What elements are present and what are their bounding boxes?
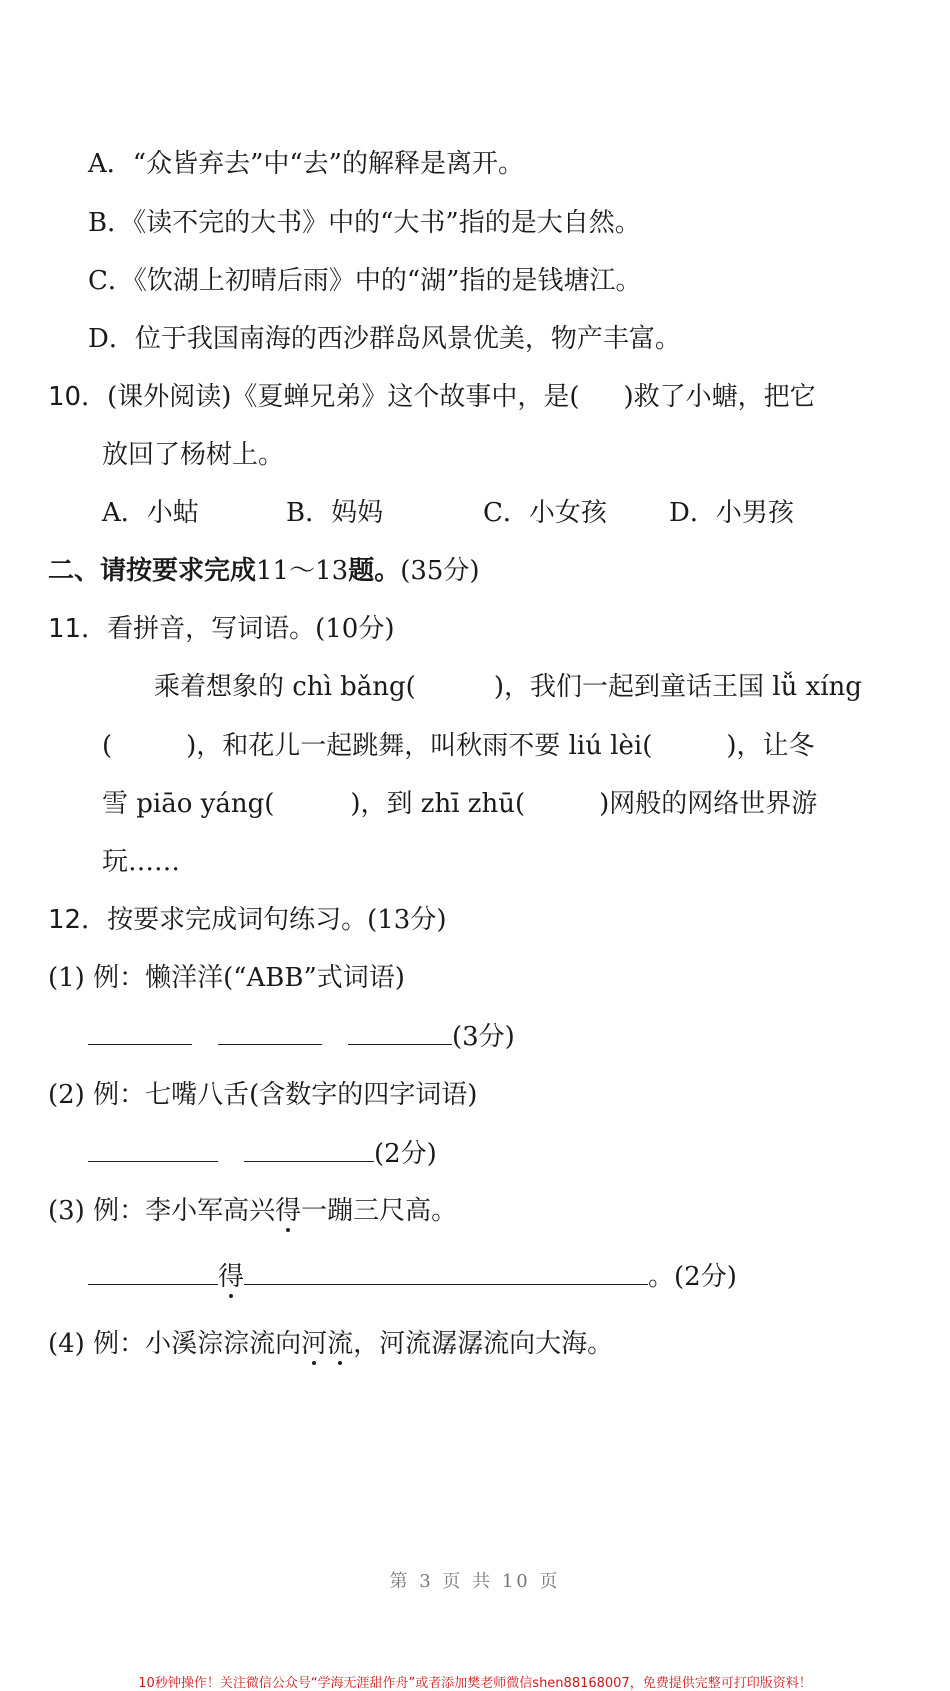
section-2-title: 二、请按要求完成 xyxy=(48,556,257,586)
q11-stem: 看拼音，写词语。(10分) xyxy=(107,614,395,644)
q10-stem-part1: (课外阅读)《夏蝉兄弟》这个故事中，是( xyxy=(107,382,580,412)
q12-p4-text-pre: (4) 例：小溪淙淙流向 xyxy=(48,1329,302,1359)
q10-line-1 xyxy=(48,379,816,415)
q9-option-d: D．位于我国南海的西沙群岛风景优美，物产丰富。 xyxy=(88,324,681,354)
page-footer: 第 3 页 共 10 页 xyxy=(389,1571,561,1592)
q12-p2-blank-2[interactable] xyxy=(244,1135,374,1162)
section-2-title-end: 题。 xyxy=(348,556,401,586)
q12-heading xyxy=(48,902,446,938)
q12-part-3-answer-row xyxy=(88,1258,737,1295)
q12-p2-blank-1[interactable] xyxy=(88,1135,218,1162)
q10-line-2: 放回了杨树上。 xyxy=(102,440,285,470)
q11-l1-text-b: )，我们一起到童话王国 lǚ xíng xyxy=(493,672,862,702)
q11-l2-text-a: ( xyxy=(102,731,113,761)
promo-banner: 10秒钟操作！关注微信公众号“学海无涯甜作舟”或者添加樊老师微信shen88168007，免费提供完整可打印版资料！ xyxy=(138,1676,812,1691)
q9-option-a: A．“众皆弃去”中“去”的解释是离开。 xyxy=(88,149,524,179)
q12-p1-blank-1[interactable] xyxy=(88,1018,192,1045)
q12-p3-emphasis-de: 得 xyxy=(275,1196,302,1226)
q12-part-1-answer-row xyxy=(88,1018,515,1055)
q12-p3-score: 。(2分) xyxy=(648,1262,737,1292)
q11-l1-text-a: 乘着想象的 chì bǎng( xyxy=(154,672,416,702)
q10-stem-part2: )救了小螗，把它 xyxy=(623,382,816,412)
q10-option-a: A．小蛄 xyxy=(102,498,199,528)
q11-number: 11． xyxy=(48,614,108,644)
q12-p1-blank-2[interactable] xyxy=(218,1018,322,1045)
q12-p4-emphasis-he: 河 xyxy=(301,1329,328,1359)
q11-line-3 xyxy=(102,786,817,822)
q12-p1-blank-3[interactable] xyxy=(348,1018,452,1045)
q12-p2-score: (2分) xyxy=(374,1139,437,1169)
q11-line-2 xyxy=(102,728,815,764)
q12-part-1-label: (1) 例：懒洋洋(“ABB”式词语) xyxy=(48,963,405,993)
q10-option-d: D．小男孩 xyxy=(669,498,794,528)
q12-part-2-label: (2) 例：七嘴八舌(含数字的四字词语) xyxy=(48,1080,478,1110)
section-2-heading xyxy=(48,553,480,589)
q10-option-c: C．小女孩 xyxy=(483,498,607,528)
q11-l2-text-b: )，和花儿一起跳舞，叫秋雨不要 liú lèi( xyxy=(186,731,653,761)
section-2-range: 11～13 xyxy=(256,556,349,586)
q9-option-c: C．《饮湖上初晴后雨》中的“湖”指的是钱塘江。 xyxy=(88,266,642,296)
q12-part-3-label xyxy=(48,1193,457,1229)
section-2-score: (35分) xyxy=(400,556,480,586)
q10-number: 10． xyxy=(48,382,108,412)
q12-p3-de-char: 得 xyxy=(218,1262,245,1292)
q12-number: 12． xyxy=(48,905,108,935)
q11-heading xyxy=(48,611,394,647)
q12-p3-text-pre: (3) 例：李小军高兴 xyxy=(48,1196,276,1226)
q12-p4-text-post: ，河流潺潺流向大海。 xyxy=(353,1329,614,1359)
q11-line-4: 玩…… xyxy=(102,847,181,877)
q12-part-4-label xyxy=(48,1326,613,1362)
q9-option-b: B．《读不完的大书》中的“大书”指的是大自然。 xyxy=(88,208,641,238)
q11-l3-text-c: )网般的网络世界游 xyxy=(599,789,818,819)
q11-line-1 xyxy=(154,669,862,705)
q12-p4-emphasis-liu: 流 xyxy=(327,1329,354,1359)
q12-p1-score: (3分) xyxy=(452,1022,515,1052)
q12-p3-blank-1[interactable] xyxy=(88,1258,218,1285)
q12-part-2-answer-row xyxy=(88,1135,437,1172)
q12-p3-blank-2[interactable] xyxy=(244,1258,648,1285)
q11-l3-text-b: )，到 zhī zhū( xyxy=(350,789,526,819)
q11-l2-text-c: )，让冬 xyxy=(726,731,815,761)
q12-p3-text-post: 一蹦三尺高。 xyxy=(301,1196,458,1226)
q12-stem: 按要求完成词句练习。(13分) xyxy=(107,905,447,935)
q11-l3-text-a: 雪 piāo yáng( xyxy=(102,789,275,819)
q10-option-b: B．妈妈 xyxy=(286,498,384,528)
